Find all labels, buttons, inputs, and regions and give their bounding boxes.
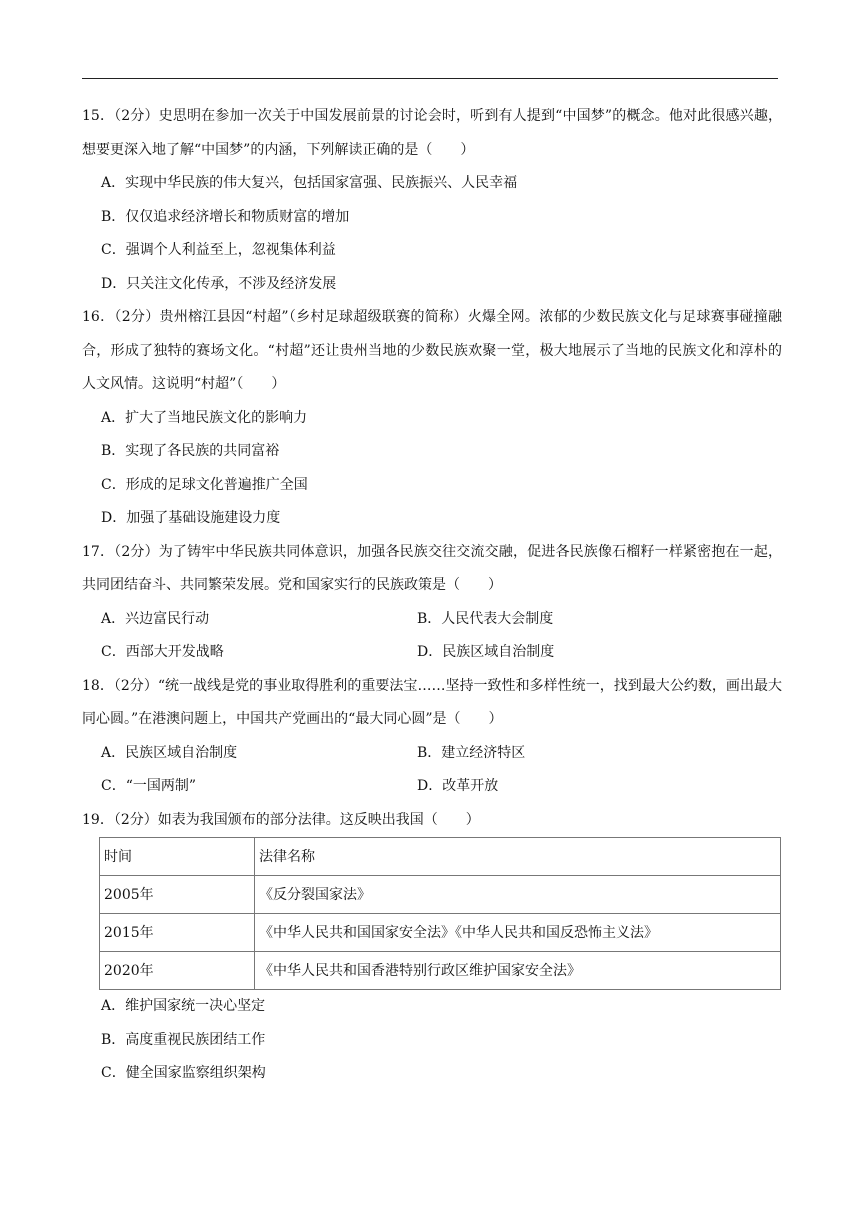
table-cell-year: 2015年	[100, 914, 255, 952]
question-17	[82, 536, 782, 670]
table-cell-law: 《中华人民共和国香港特别行政区维护国家安全法》	[255, 952, 781, 990]
option-a: A．维护国家统一决心坚定	[101, 998, 266, 1014]
option-row	[82, 603, 782, 637]
question-19	[82, 804, 782, 1091]
question-stem: 15．（2分）史思明在参加一次关于中国发展前景的讨论会时，听到有人提到“中国梦”的概念。他对此很感兴趣，想要更深入地了解“中国梦”的内涵，下列解读正确的是（ ）	[82, 108, 782, 158]
table-cell-law: 《反分裂国家法》	[255, 876, 781, 914]
option-a: A．扩大了当地民族文化的影响力	[101, 409, 308, 426]
question-stem: 18．（2分）“统一战线是党的事业取得胜利的重要法宝……坚持一致性和多样性统一，找到最大公约数，画出最大同心圆。”在港澳问题上，中国共产党画出的“最大同心圆”是（ ）	[82, 677, 782, 727]
option-c: C．形成的足球文化普遍推广全国	[101, 476, 308, 493]
option-b: B．仅仅追求经济增长和物质财富的增加	[101, 208, 350, 225]
option-d: D．加强了基础设施建设力度	[101, 510, 281, 526]
option-b: B．实现了各民族的共同富裕	[101, 443, 280, 459]
option-c: C．强调个人利益至上，忽视集体利益	[101, 242, 336, 258]
table-header-law: 法律名称	[255, 838, 781, 876]
option-d: D．改革开放	[417, 778, 499, 794]
option-a: A．民族区域自治制度	[101, 744, 238, 761]
option-row	[82, 770, 782, 804]
option-row	[82, 636, 782, 670]
table-cell-year: 2005年	[100, 876, 255, 914]
question-stem: 16．（2分）贵州榕江县因“村超”（乡村足球超级联赛的简称）火爆全网。浓郁的少数民族文化与足球赛事碰撞融合，形成了独特的赛场文化。“村超”还让贵州当地的少数民族欢聚一堂，极大地展示了当地的民族文化和淳朴的人文风情。这说明“村超”（ ）	[82, 309, 782, 392]
option-b: B．建立经济特区	[417, 744, 526, 761]
question-stem: 17．（2分）为了铸牢中华民族共同体意识，加强各民族交往交流交融，促进各民族像石榴籽一样紧密抱在一起，共同团结奋斗、共同繁荣发展。党和国家实行的民族政策是（ ）	[82, 543, 782, 593]
option-a: A．兴边富民行动	[101, 610, 210, 627]
table-header-time: 时间	[100, 838, 255, 876]
table-row	[100, 914, 781, 952]
law-table	[99, 837, 781, 990]
question-stem: 19．（2分）如表为我国颁布的部分法律。这反映出我国（ ）	[82, 811, 480, 828]
option-c: C．西部大开发战略	[101, 644, 224, 660]
question-15	[82, 100, 782, 301]
table-cell-year: 2020年	[100, 952, 255, 990]
question-18	[82, 670, 782, 804]
exam-content	[82, 100, 782, 1091]
table-row	[100, 876, 781, 914]
table-header-row	[100, 838, 781, 876]
table-cell-law: 《中华人民共和国国家安全法》《中华人民共和国反恐怖主义法》	[255, 914, 781, 952]
option-c: C．健全国家监察组织架构	[101, 1065, 266, 1081]
option-c: C．“一国两制”	[101, 778, 197, 794]
option-d: D．只关注文化传承，不涉及经济发展	[101, 275, 337, 292]
question-16	[82, 301, 782, 536]
option-b: B．高度重视民族团结工作	[101, 1031, 266, 1048]
option-b: B．人民代表大会制度	[417, 610, 554, 627]
option-d: D．民族区域自治制度	[417, 644, 555, 660]
option-row	[82, 737, 782, 771]
table-row	[100, 952, 781, 990]
option-a: A．实现中华民族的伟大复兴，包括国家富强、民族振兴、人民幸福	[101, 175, 518, 191]
header-rule	[82, 78, 778, 79]
